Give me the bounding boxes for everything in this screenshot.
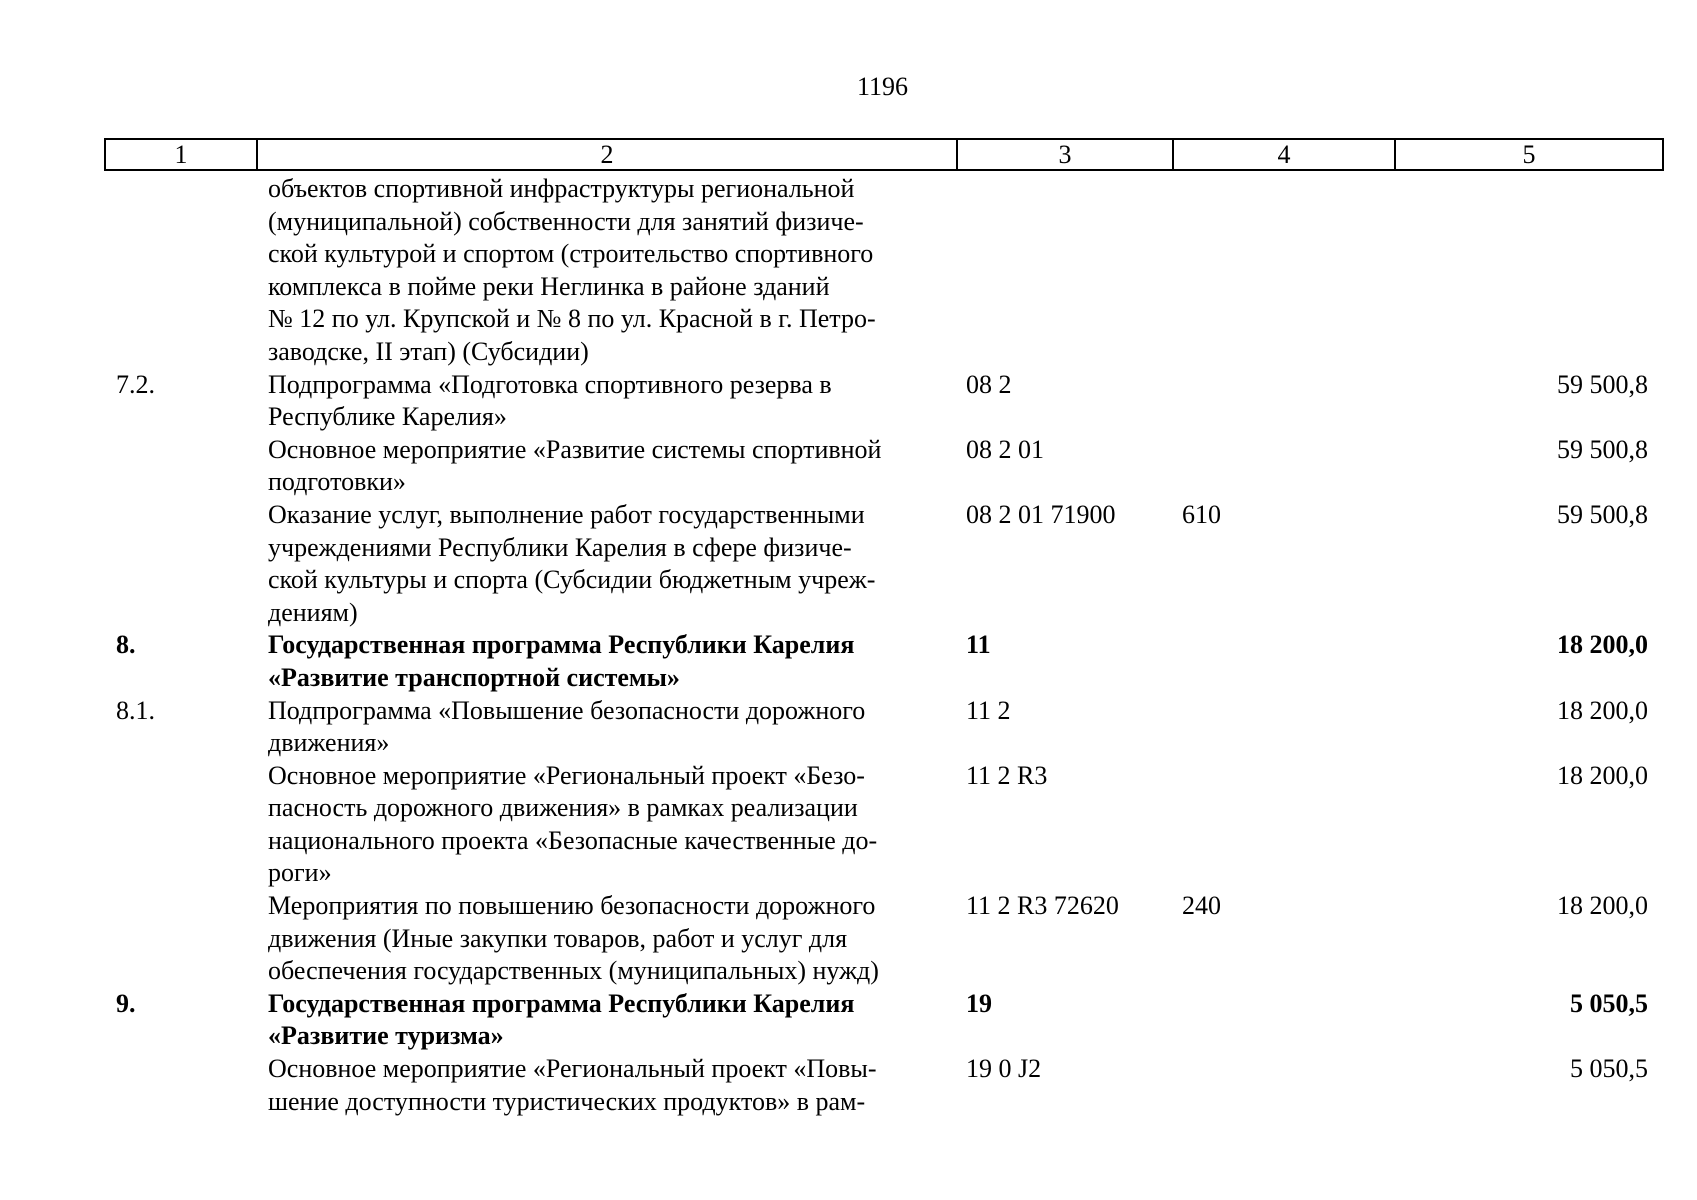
- table-row: [104, 434, 1660, 499]
- row-amount: 59 500,8: [1557, 499, 1648, 529]
- row-target-code: 08 2 01: [966, 434, 1044, 464]
- row-description: Оказание услуг, выполнение работ государственными учреждениями Республики Карелия в сфере физиче- ской культуры и спорта (Субсидии бюджетным учреж- дениям): [268, 499, 876, 627]
- table-row: [104, 173, 1660, 369]
- row-target-code: 11: [966, 630, 991, 660]
- row-amount: 5 050,5: [1570, 988, 1648, 1018]
- row-description: Государственная программа Республики Карелия «Развитие туризма»: [268, 988, 855, 1051]
- column-header-3: 3: [958, 140, 1174, 169]
- budget-table-body: [104, 173, 1660, 1118]
- page-number: 1196: [856, 72, 909, 101]
- row-number: 9.: [116, 988, 136, 1018]
- column-header-4: 4: [1174, 140, 1396, 169]
- row-amount: 59 500,8: [1557, 369, 1648, 399]
- row-number: 7.2.: [116, 369, 155, 399]
- table-row: [104, 890, 1660, 988]
- row-target-code: 11 2 R3: [966, 760, 1048, 790]
- table-row: [104, 369, 1660, 434]
- row-target-code: 19: [966, 988, 992, 1018]
- table-row: [104, 760, 1660, 890]
- table-row: [104, 695, 1660, 760]
- row-amount: 18 200,0: [1557, 760, 1648, 790]
- row-target-code: 08 2: [966, 369, 1012, 399]
- row-description: объектов спортивной инфраструктуры региональной (муниципальной) собственности для занятий физиче- ской культурой и спортом (строительство спортивного комплекса в пойме реки Неглинка в районе зданий № 12 по ул. Крупской и № 8 по ул. Красной в г. Петро- заводске, II этап) (Субсидии): [268, 174, 876, 366]
- column-header-row: [104, 138, 1664, 171]
- row-target-code: 08 2 01 71900: [966, 499, 1116, 529]
- row-target-code: 19 0 J2: [966, 1054, 1042, 1084]
- row-target-code: 11 2: [966, 695, 1011, 725]
- row-description: Основное мероприятие «Развитие системы спортивной подготовки»: [268, 434, 882, 497]
- table-row: [104, 499, 1660, 629]
- row-target-code: 11 2 R3 72620: [966, 891, 1119, 921]
- row-amount: 18 200,0: [1557, 695, 1648, 725]
- row-description: Основное мероприятие «Региональный проект «Повы- шение доступности туристических продуктов» в рам-: [268, 1054, 877, 1116]
- column-header-5: 5: [1522, 140, 1536, 169]
- row-description: Основное мероприятие «Региональный проект «Безо- пасность дорожного движения» в рамках реализации национального проекта «Безопасные качественные до- роги»: [268, 760, 878, 888]
- row-number: 8.1.: [116, 695, 155, 725]
- table-row: [104, 1053, 1660, 1118]
- table-row-program: [104, 988, 1660, 1053]
- row-amount: 59 500,8: [1557, 434, 1648, 464]
- table-row-program: [104, 629, 1660, 694]
- row-amount: 18 200,0: [1557, 891, 1648, 921]
- row-number: 8.: [116, 630, 136, 660]
- row-description: Подпрограмма «Повышение безопасности дорожного движения»: [268, 695, 866, 758]
- column-header-2: 2: [258, 140, 958, 169]
- row-description: Подпрограмма «Подготовка спортивного резерва в Республике Карелия»: [268, 369, 832, 432]
- row-amount: 5 050,5: [1570, 1054, 1648, 1084]
- row-description: Государственная программа Республики Карелия «Развитие транспортной системы»: [268, 630, 855, 692]
- row-description: Мероприятия по повышению безопасности дорожного движения (Иные закупки товаров, работ и услуг для обеспечения государственных (муниципальных) нужд): [268, 891, 879, 986]
- row-expense-type: 610: [1182, 499, 1221, 529]
- row-amount: 18 200,0: [1557, 630, 1648, 660]
- row-expense-type: 240: [1182, 891, 1221, 921]
- column-header-1: 1: [106, 140, 258, 169]
